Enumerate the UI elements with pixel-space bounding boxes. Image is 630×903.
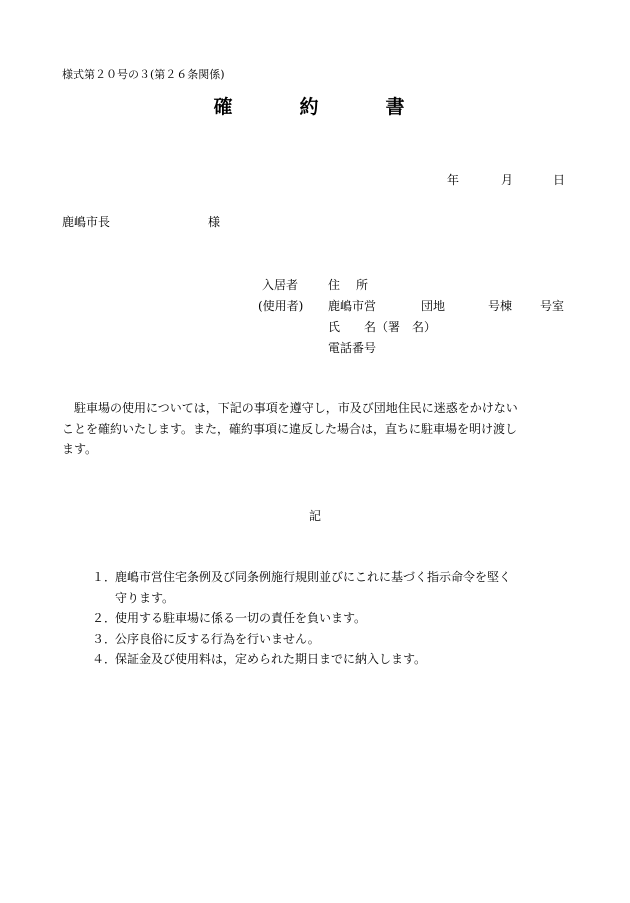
item-line: 公序良俗に反する行為を行いません。 (115, 631, 320, 646)
document-title: 確 約 書 (213, 96, 429, 118)
item-line: 使用する駐車場に係る一切の責任を負います。 (115, 611, 367, 625)
resident-label: 入居者 (262, 278, 299, 292)
intro-line: ことを確約いたします。また，確約事項に違反した場合は，直ちに駐車場を明け渡し (62, 421, 518, 436)
date-year-label: 年 (447, 173, 460, 187)
room-number-label: 号室 (540, 299, 565, 313)
list-item (92, 649, 511, 670)
building-number-label: 号棟 (488, 299, 513, 313)
date-month-label: 月 (501, 173, 514, 187)
intro-line: 駐車場の使用については，下記の事項を遵守し，市及び団地住民に迷惑をかけない (62, 401, 518, 415)
item-number: １． (92, 570, 117, 584)
list-item (92, 608, 511, 629)
item-text (115, 608, 366, 629)
address-label: 住所 (328, 278, 385, 292)
item-text (115, 649, 426, 670)
addressee-honorific: 様 (208, 215, 221, 229)
phone-number-label: 電話番号 (328, 341, 377, 355)
form-number: 様式第２０号の３(第２６条関係) (62, 68, 225, 81)
date-day-label: 日 (553, 173, 566, 187)
ki-heading: 記 (308, 509, 321, 523)
item-line: 鹿嶋市営住宅条例及び同条例施行規則並びにこれに基づく指示命令を堅く (115, 570, 512, 584)
item-text (115, 629, 320, 650)
intro-paragraph (62, 398, 574, 460)
terms-list (92, 567, 511, 670)
list-item (92, 629, 511, 650)
item-line: 保証金及び使用料は，定められた期日までに納入します。 (115, 652, 427, 666)
addressee-name: 鹿嶋市長 (62, 215, 111, 229)
list-item (92, 567, 511, 608)
name-signature-label: 氏 名（署 名） (328, 320, 437, 334)
danchi-label: 団地 (421, 299, 446, 313)
intro-line: ます。 (62, 442, 98, 456)
item-number: ２． (92, 611, 117, 625)
item-line: 守ります。 (115, 590, 175, 605)
item-number: ３． (92, 631, 117, 646)
city-label: 鹿嶋市営 (328, 299, 377, 313)
item-number: ４． (92, 652, 117, 666)
item-text (115, 567, 511, 608)
user-label: (使用者) (258, 299, 304, 313)
